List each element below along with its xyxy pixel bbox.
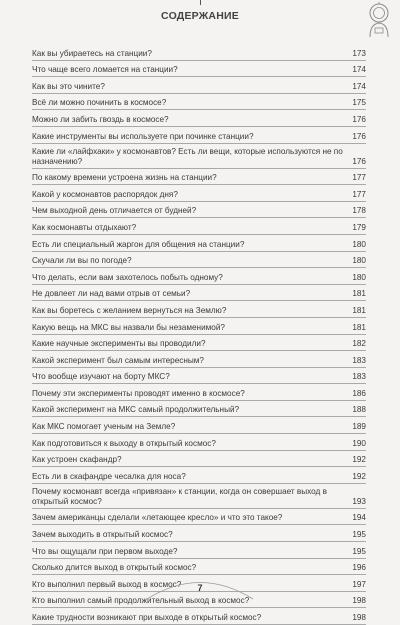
toc-entry <box>32 185 366 202</box>
toc-entry-title: Зачем американцы сделали «летающее кресло» и что это такое? <box>32 513 283 523</box>
toc-entry-title: Какой у космонавтов распорядок дня? <box>32 189 178 199</box>
toc-entry-page: 180 <box>352 272 366 282</box>
toc-entry <box>32 335 366 352</box>
toc-entry <box>32 434 366 451</box>
toc-entry-page: 190 <box>352 438 366 448</box>
toc-entry <box>32 368 366 385</box>
toc-entry-page: 183 <box>352 355 366 365</box>
toc-entry-page: 194 <box>352 513 366 523</box>
toc-entry-title: По какому времени устроена жизнь на станции? <box>32 173 217 183</box>
toc-entry-page: 176 <box>352 114 366 124</box>
toc-entry <box>32 509 366 526</box>
toc-entry-page: 176 <box>352 156 366 166</box>
toc-entry <box>32 235 366 252</box>
toc-entry-title: Как вы убираетесь на станции? <box>32 48 152 58</box>
toc-entry-page: 197 <box>352 579 366 589</box>
toc-entry-page: 178 <box>352 206 366 216</box>
toc-entry <box>32 44 366 61</box>
toc-entry-title: Кто выполнил самый продолжительный выход в космос? <box>32 596 250 606</box>
toc-entry <box>32 401 366 418</box>
toc-entry-page: 195 <box>352 546 366 556</box>
toc-entry-title: Что вы ощущали при первом выходе? <box>32 546 178 556</box>
toc-entry <box>32 301 366 318</box>
toc-entry <box>32 467 366 484</box>
toc-entry-title: Что вообще изучают на борту МКС? <box>32 372 170 382</box>
toc-entry-title: Есть ли специальный жаргон для общения на станции? <box>32 239 245 249</box>
toc-entry-title: Какие ли «лайфхаки» у космонавтов? Есть ли вещи, которые используются не по назначению? <box>32 146 343 166</box>
toc-entry-title: Как космонавты отдыхают? <box>32 222 137 232</box>
toc-entry-page: 182 <box>352 339 366 349</box>
toc-entry-title: Скучали ли вы по погоде? <box>32 256 132 266</box>
toc-entry-title: Какие научные эксперименты вы проводили? <box>32 339 206 349</box>
toc-entry <box>32 169 366 186</box>
toc-entry-page: 183 <box>352 372 366 382</box>
toc-entry-page: 181 <box>352 305 366 315</box>
toc-entry-title: Чем выходной день отличается от будней? <box>32 206 197 216</box>
toc-entry-page: 189 <box>352 422 366 432</box>
toc-entry <box>32 285 366 302</box>
toc-entry-page: 186 <box>352 388 366 398</box>
toc-entry-page: 193 <box>352 496 366 506</box>
toc-entry-page: 188 <box>352 405 366 415</box>
toc-entry <box>32 268 366 285</box>
toc-entry-title: Какой эксперимент на МКС самый продолжительный? <box>32 405 240 415</box>
toc-entry-title: Сколько длится выход в открытый космос? <box>32 563 197 573</box>
toc-entry <box>32 202 366 219</box>
toc-entry-page: 196 <box>352 563 366 573</box>
toc-entry <box>32 525 366 542</box>
toc-entry <box>32 77 366 94</box>
toc-entry-page: 173 <box>352 48 366 58</box>
toc-entry-page: 177 <box>352 189 366 199</box>
toc-entry <box>32 384 366 401</box>
toc-entry-page: 177 <box>352 173 366 183</box>
toc-entry <box>32 252 366 269</box>
toc-entry-title: Не довлеет ли над вами отрыв от семьи? <box>32 289 191 299</box>
toc-entry <box>32 110 366 127</box>
toc-entry-title: Почему космонавт всегда «привязан» к станции, когда он совершает выход в открытый космос? <box>32 486 327 506</box>
page-heading: СОДЕРЖАНИЕ <box>161 10 239 22</box>
toc-entry <box>32 218 366 235</box>
toc-entry-title: Почему эти эксперименты проводят именно в космосе? <box>32 388 245 398</box>
page-number: 7 <box>197 583 203 593</box>
toc-entry-title: Можно ли забить гвоздь в космосе? <box>32 114 169 124</box>
toc-entry-title: Как подготовиться к выходу в открытый космос? <box>32 438 216 448</box>
toc-entry-page: 192 <box>352 471 366 481</box>
toc-entry-title: Какую вещь на МКС вы назвали бы незаменимой? <box>32 322 225 332</box>
toc-entry-title: Как устроен скафандр? <box>32 455 122 465</box>
toc-entry-page: 195 <box>352 530 366 540</box>
toc-entry-page: 198 <box>352 613 366 622</box>
toc-entry-title: Кто выполнил первый выход в космос? <box>32 579 182 589</box>
table-of-contents <box>32 44 366 625</box>
toc-entry <box>32 451 366 468</box>
toc-entry <box>32 318 366 335</box>
toc-entry-title: Зачем выходить в открытый космос? <box>32 530 173 540</box>
toc-entry-page: 179 <box>352 222 366 232</box>
toc-entry-page: 174 <box>352 65 366 75</box>
toc-entry <box>32 542 366 559</box>
toc-entry <box>32 61 366 78</box>
toc-entry <box>32 608 366 625</box>
toc-entry-page: 181 <box>352 289 366 299</box>
toc-entry-title: Что делать, если вам захотелось побыть одному? <box>32 272 223 282</box>
toc-entry-page: 174 <box>352 81 366 91</box>
toc-entry-page: 198 <box>352 596 366 606</box>
toc-entry-title: Как вы это чините? <box>32 81 105 91</box>
toc-entry-title: Как МКС помогает ученым на Земле? <box>32 422 176 432</box>
toc-entry <box>32 127 366 144</box>
toc-entry-title: Что чаще всего ломается на станции? <box>32 65 178 75</box>
toc-entry <box>32 484 366 509</box>
toc-entry-title: Какие трудности возникают при выходе в открытый космос? <box>32 613 262 622</box>
toc-entry-page: 175 <box>352 98 366 108</box>
toc-entry-page: 180 <box>352 256 366 266</box>
toc-entry-title: Всё ли можно починить в космосе? <box>32 98 167 108</box>
top-divider <box>200 0 201 5</box>
toc-entry-title: Какой эксперимент был самым интересным? <box>32 355 204 365</box>
toc-entry-title: Как вы боретесь с желанием вернуться на Землю? <box>32 305 227 315</box>
toc-entry-page: 180 <box>352 239 366 249</box>
toc-entry <box>32 351 366 368</box>
toc-entry-page: 192 <box>352 455 366 465</box>
toc-entry-page: 181 <box>352 322 366 332</box>
toc-entry-title: Какие инструменты вы используете при починке станции? <box>32 131 254 141</box>
toc-entry <box>32 417 366 434</box>
toc-entry <box>32 94 366 111</box>
toc-entry-title: Есть ли в скафандре чесалка для носа? <box>32 471 186 481</box>
toc-entry <box>32 144 366 169</box>
astronaut-helmet-icon <box>366 2 392 38</box>
toc-entry-page: 176 <box>352 131 366 141</box>
